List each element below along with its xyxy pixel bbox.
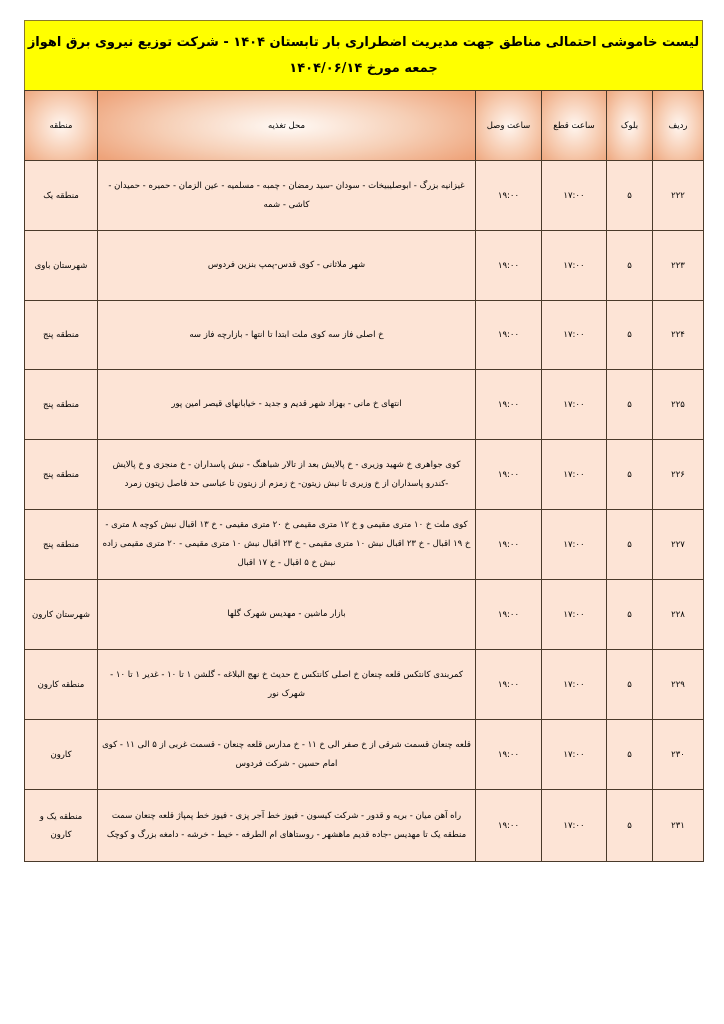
table-row — [25, 161, 704, 231]
cell-region: منطقه یک — [25, 161, 98, 231]
cell-region: شهرستان کارون — [25, 580, 98, 650]
cell-row-no: ۲۲۸ — [653, 580, 704, 650]
cell-restore-time: ۱۹:۰۰ — [476, 161, 542, 231]
cell-block: ۵ — [607, 580, 653, 650]
cell-region: منطقه پنج — [25, 440, 98, 510]
cell-row-no: ۲۳۱ — [653, 790, 704, 862]
header-row-no: ردیف — [653, 91, 704, 161]
cell-cut-time: ۱۷:۰۰ — [542, 720, 607, 790]
cell-restore-time: ۱۹:۰۰ — [476, 510, 542, 580]
cell-region: منطقه پنج — [25, 510, 98, 580]
cell-region: منطقه کارون — [25, 650, 98, 720]
table-row — [25, 301, 704, 370]
cell-location: کوی ملت خ ۱۰ متری مقیمی و خ ۱۲ متری مقیمی خ ۲۰ متری مقیمی - خ ۱۳ اقبال نبش کوچه ۸ متری - خ ۱۹ اقبال - خ ۲۳ اقبال نبش ۱۰ متری مقیمی - خ ۲۳ اقبال نبش ۱۰ متری مقیمی - ۲۰ متری مقیمی زاده نبش خ ۵ اقبال - خ ۱۷ اقبال — [98, 510, 476, 580]
cell-cut-time: ۱۷:۰۰ — [542, 510, 607, 580]
header-block: بلوک — [607, 91, 653, 161]
cell-row-no: ۲۲۶ — [653, 440, 704, 510]
table-row — [25, 510, 704, 580]
outage-table — [24, 90, 704, 862]
cell-block: ۵ — [607, 370, 653, 440]
cell-restore-time: ۱۹:۰۰ — [476, 580, 542, 650]
cell-cut-time: ۱۷:۰۰ — [542, 650, 607, 720]
cell-location: کمربندی کانتکس قلعه چنعان خ اصلی کانتکس خ حدیث خ نهج البلاغه - گلشن ۱ تا ۱۰ - غدیر ۱ تا ۱۰ - شهرک نور — [98, 650, 476, 720]
cell-row-no: ۲۲۵ — [653, 370, 704, 440]
outage-schedule-sheet — [24, 20, 703, 862]
cell-location: خ اصلی فاز سه کوی ملت ابتدا تا انتها - بازارچه فاز سه — [98, 301, 476, 370]
cell-block: ۵ — [607, 301, 653, 370]
cell-block: ۵ — [607, 440, 653, 510]
table-row — [25, 231, 704, 301]
cell-block: ۵ — [607, 790, 653, 862]
cell-restore-time: ۱۹:۰۰ — [476, 720, 542, 790]
cell-cut-time: ۱۷:۰۰ — [542, 301, 607, 370]
cell-region: منطقه پنج — [25, 370, 98, 440]
table-row — [25, 580, 704, 650]
cell-location: انتهای خ مانی - بهزاد شهر قدیم و جدید - خیابانهای قیصر امین پور — [98, 370, 476, 440]
cell-location: قلعه چنعان قسمت شرقی از خ صفر الی خ ۱۱ - خ مدارس قلعه چنعان - قسمت غربی از ۵ الی ۱۱ - کوی امام حسین - شرکت فردوس — [98, 720, 476, 790]
cell-region: منطقه پنج — [25, 301, 98, 370]
cell-cut-time: ۱۷:۰۰ — [542, 790, 607, 862]
table-row — [25, 720, 704, 790]
header-region: منطقه — [25, 91, 98, 161]
table-row — [25, 440, 704, 510]
cell-restore-time: ۱۹:۰۰ — [476, 231, 542, 301]
cell-restore-time: ۱۹:۰۰ — [476, 650, 542, 720]
table-row — [25, 790, 704, 862]
cell-region: کارون — [25, 720, 98, 790]
cell-cut-time: ۱۷:۰۰ — [542, 161, 607, 231]
cell-restore-time: ۱۹:۰۰ — [476, 301, 542, 370]
cell-location: کوی جواهری خ شهید وزیری - خ پالایش بعد از تالار شباهنگ - نبش پاسداران - خ منجزی و خ پالایش -کندرو پاسداران از خ وزیری تا نبش زیتون- خ زمزم از زیتون تا عباسی حد فاصل زیتون زمرد — [98, 440, 476, 510]
cell-restore-time: ۱۹:۰۰ — [476, 440, 542, 510]
table-header-row — [25, 91, 704, 161]
cell-block: ۵ — [607, 720, 653, 790]
cell-row-no: ۲۲۴ — [653, 301, 704, 370]
header-location: محل تغذیه — [98, 91, 476, 161]
cell-cut-time: ۱۷:۰۰ — [542, 580, 607, 650]
cell-location: شهر ملاثانی - کوی قدس-پمپ بنزین فردوس — [98, 231, 476, 301]
cell-cut-time: ۱۷:۰۰ — [542, 370, 607, 440]
cell-block: ۵ — [607, 510, 653, 580]
header-cut-time: ساعت قطع — [542, 91, 607, 161]
cell-location: راه آهن میان - بریه و قدور - شرکت کیسون - فیوز خط آجر پزی - فیوز خط پمپاژ قلعه چنعان سمت منطقه یک تا مهدیس -جاده قدیم ماهشهر - روستاهای ام الطرفه - خیط - خرشه - دامغه بزرگ و کوچک — [98, 790, 476, 862]
table-row — [25, 370, 704, 440]
cell-block: ۵ — [607, 650, 653, 720]
cell-row-no: ۲۲۹ — [653, 650, 704, 720]
cell-cut-time: ۱۷:۰۰ — [542, 231, 607, 301]
document-date: جمعه مورخ ۱۴۰۴/۰۶/۱۴ — [289, 60, 438, 76]
cell-cut-time: ۱۷:۰۰ — [542, 440, 607, 510]
header-restore-time: ساعت وصل — [476, 91, 542, 161]
cell-restore-time: ۱۹:۰۰ — [476, 370, 542, 440]
cell-block: ۵ — [607, 161, 653, 231]
cell-row-no: ۲۲۳ — [653, 231, 704, 301]
cell-block: ۵ — [607, 231, 653, 301]
cell-row-no: ۲۲۷ — [653, 510, 704, 580]
cell-row-no: ۲۳۰ — [653, 720, 704, 790]
cell-row-no: ۲۲۲ — [653, 161, 704, 231]
cell-location: بازار ماشین - مهدیس شهرک گلها — [98, 580, 476, 650]
cell-region: منطقه یک و کارون — [25, 790, 98, 862]
table-row — [25, 650, 704, 720]
title-banner — [24, 20, 703, 90]
document-title: لیست خاموشی احتمالی مناطق جهت مدیریت اضطراری بار تابستان ۱۴۰۴ - شرکت توزیع نیروی برق اهواز — [27, 34, 700, 50]
cell-region: شهرستان باوی — [25, 231, 98, 301]
cell-restore-time: ۱۹:۰۰ — [476, 790, 542, 862]
cell-location: غیزانیه بزرگ - ابوصلیبیخات - سودان -سید رمضان - چمبه - مسلمیه - عین الزمان - حمیره - حمیدان - کاشی - شمه — [98, 161, 476, 231]
